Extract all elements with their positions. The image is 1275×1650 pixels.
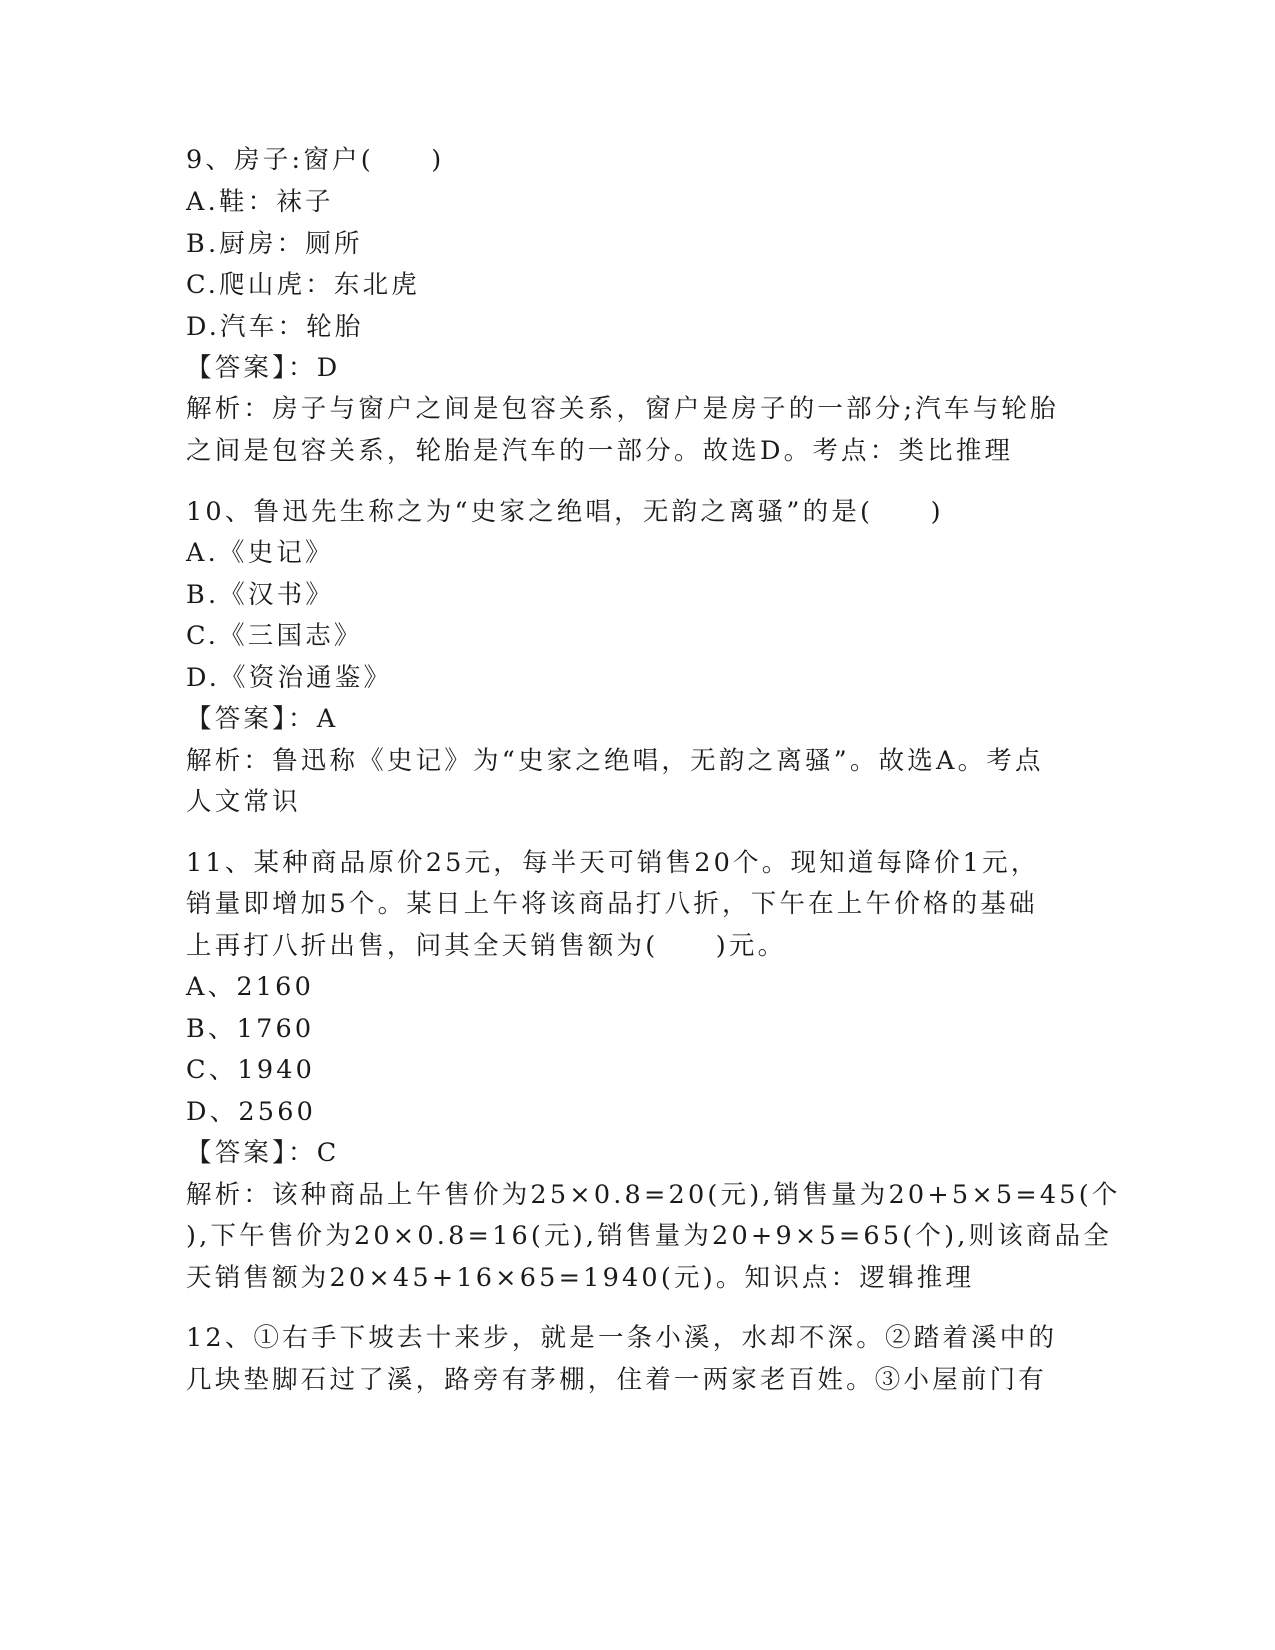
- question-11-analysis-line-2: ),下午售价为20×0.8=16(元),销售量为20+9×5=65(个),则该商品全: [186, 1221, 1113, 1251]
- question-11-option-c: C、1940: [186, 1055, 316, 1085]
- question-10-analysis-line-2: 人文常识: [186, 787, 301, 817]
- question-10-option-b: B.《汉书》: [186, 580, 335, 610]
- question-10-option-a: A.《史记》: [186, 538, 334, 568]
- question-9-option-d: D.汽车：轮胎: [186, 312, 364, 342]
- question-11-analysis-line-1: 解析：该种商品上午售价为25×0.8=20(元),销售量为20+5×5=45(个: [186, 1180, 1121, 1210]
- question-10-analysis-line-1: 解析：鲁迅称《史记》为“史家之绝唱，无韵之离骚”。故选A。考点: [186, 746, 1044, 776]
- question-11-stem-line-1: 11、某种商品原价25元，每半天可销售20个。现知道每降价1元，: [186, 848, 1040, 878]
- question-9-option-b: B.厨房：厕所: [186, 229, 363, 259]
- question-10-option-d: D.《资治通鉴》: [186, 663, 393, 693]
- question-11-option-b: B、1760: [186, 1014, 315, 1044]
- question-10-stem: 10、鲁迅先生称之为“史家之绝唱，无韵之离骚”的是( ): [186, 497, 944, 527]
- question-11-answer: 【答案】：C: [186, 1138, 340, 1168]
- question-11-stem-line-2: 销量即增加5个。某日上午将该商品打八折，下午在上午价格的基础: [186, 889, 1038, 919]
- question-11-option-d: D、2560: [186, 1097, 317, 1127]
- question-9-stem: 9、房子:窗户( ): [186, 145, 445, 175]
- question-12-stem-line-1: 12、①右手下坡去十来步，就是一条小溪，水却不深。②踏着溪中的: [186, 1323, 1058, 1353]
- question-9-analysis-line-1: 解析：房子与窗户之间是包容关系，窗户是房子的一部分;汽车与轮胎: [186, 394, 1059, 424]
- question-9-answer: 【答案】：D: [186, 353, 341, 383]
- question-11-analysis-line-3: 天销售额为20×45+16×65=1940(元)。知识点：逻辑推理: [186, 1263, 975, 1293]
- question-12-stem-line-2: 几块垫脚石过了溪，路旁有茅棚，住着一两家老百姓。③小屋前门有: [186, 1365, 1048, 1395]
- question-10-option-c: C.《三国志》: [186, 621, 363, 651]
- question-9-option-a: A.鞋：袜子: [186, 187, 334, 217]
- question-9-option-c: C.爬山虎：东北虎: [186, 270, 421, 300]
- question-9-analysis-line-2: 之间是包容关系，轮胎是汽车的一部分。故选D。考点：类比推理: [186, 436, 1014, 466]
- question-11-option-a: A、2160: [186, 972, 315, 1002]
- question-10-answer: 【答案】：A: [186, 704, 339, 734]
- question-11-stem-line-3: 上再打八折出售，问其全天销售额为( )元。: [186, 931, 787, 961]
